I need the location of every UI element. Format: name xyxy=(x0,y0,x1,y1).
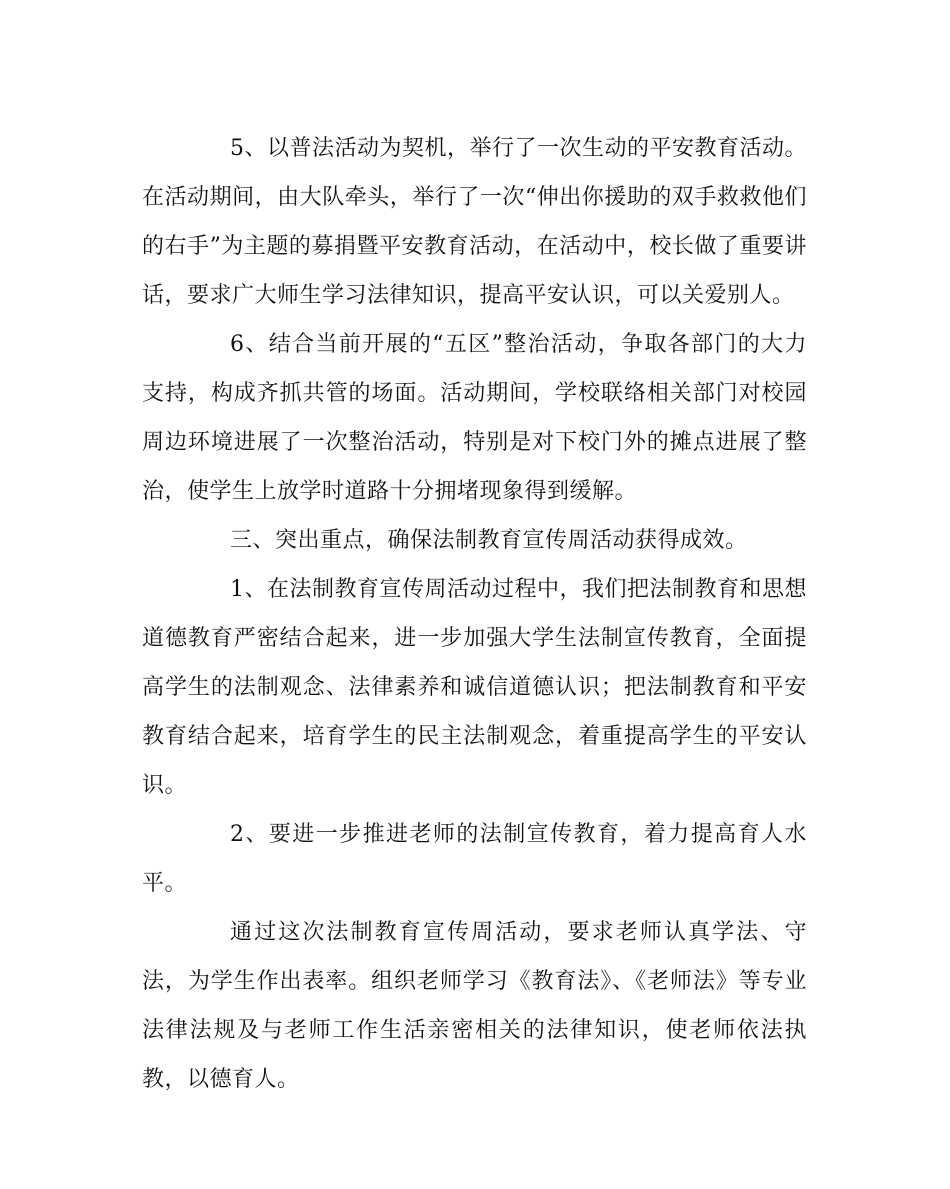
document-body xyxy=(142,124,807,1104)
paragraph-item-1: 1、在法制教育宣传周活动过程中，我们把法制教育和思想道德教育严密结合起来，进一步加强大学生法制宣传教育，全面提高学生的法制观念、法律素养和诚信道德认识；把法制教育和平安教育结合起来，培育学生的民主法制观念，着重提高学生的平安认识。 xyxy=(142,577,807,798)
section-heading-3: 三、突出重点，确保法制教育宣传周活动获得成效。 xyxy=(230,528,748,553)
paragraph-body: 通过这次法制教育宣传周活动，要求老师认真学法、守法，为学生作出表率。组织老师学习《教育法》、《老师法》等专业法律法规及与老师工作生活亲密相关的法律知识，使老师依法执教，以德育人。 xyxy=(142,920,807,1092)
paragraph-item-6: 6、结合当前开展的“五区”整治活动，争取各部门的大力支持，构成齐抓共管的场面。活动期间，学校联络相关部门对校园周边环境进展了一次整治活动，特别是对下校门外的摊点进展了整治，使学生上放学时道路十分拥堵现象得到缓解。 xyxy=(142,332,807,504)
paragraph-item-5: 5、以普法活动为契机，举行了一次生动的平安教育活动。在活动期间，由大队牵头，举行了一次“伸出你援助的双手救救他们的右手”为主题的募捐暨平安教育活动，在活动中，校长做了重要讲话，要求广大师生学习法律知识，提高平安认识，可以关爱别人。 xyxy=(142,136,807,308)
paragraph-item-2: 2、要进一步推进老师的法制宣传教育，着力提高育人水平。 xyxy=(142,822,807,896)
